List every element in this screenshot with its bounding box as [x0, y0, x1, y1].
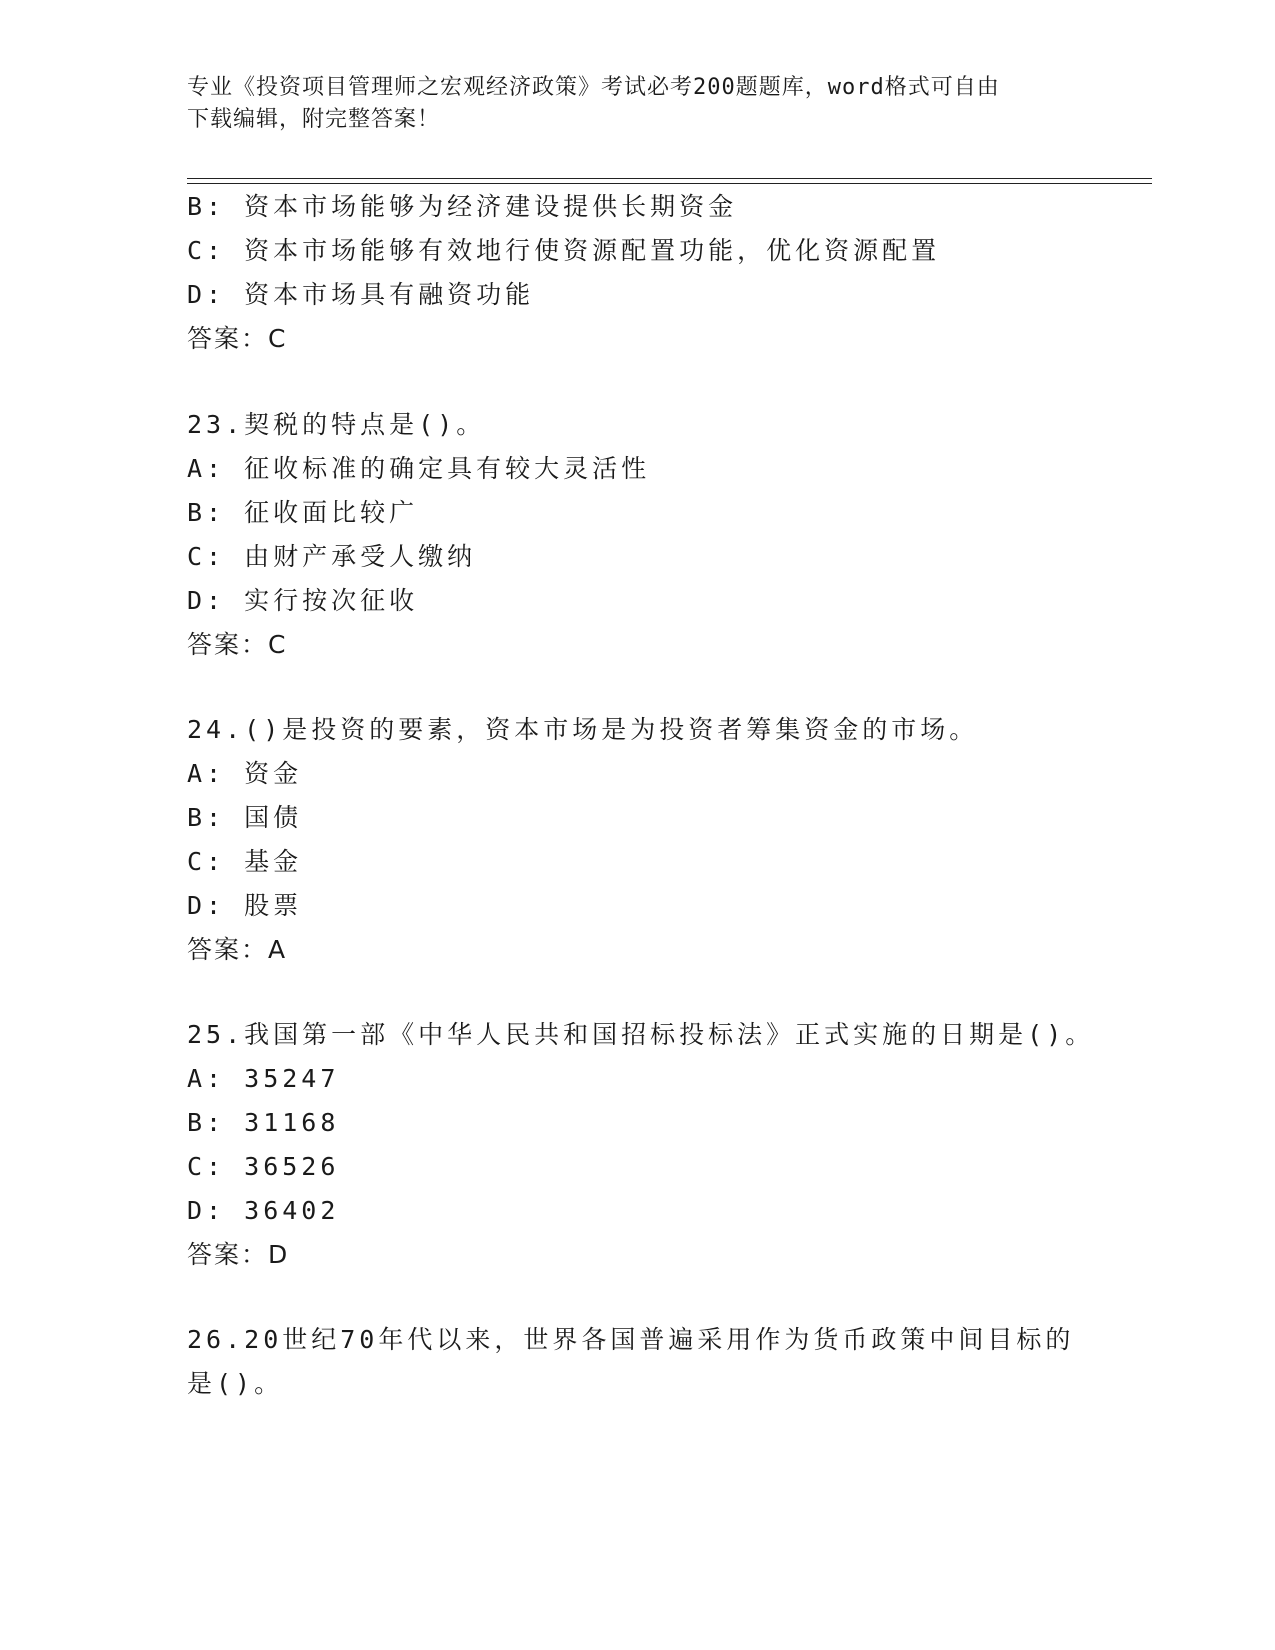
q25-option-b: B: 31168 — [187, 1108, 340, 1137]
q23-option-a: A: 征收标准的确定具有较大灵活性 — [187, 454, 651, 483]
q23-option-b: B: 征收面比较广 — [187, 498, 419, 527]
q22-option-c: C: 资本市场能够有效地行使资源配置功能，优化资源配置 — [187, 236, 941, 265]
q25-option-d: D: 36402 — [187, 1196, 340, 1225]
q23-option-d: D: 实行按次征收 — [187, 586, 419, 615]
header-divider-bottom — [187, 183, 1152, 184]
q22-answer: 答案：C — [187, 324, 288, 353]
q24-question: 24.()是投资的要素，资本市场是为投资者筹集资金的市场。 — [187, 715, 979, 744]
q24-option-d: D: 股票 — [187, 891, 303, 920]
q24-option-b: B: 国债 — [187, 803, 303, 832]
q25-option-a: A: 35247 — [187, 1064, 340, 1093]
q22-option-d: D: 资本市场具有融资功能 — [187, 280, 535, 309]
header-line-2: 下载编辑，附完整答案！ — [187, 107, 441, 132]
q25-question: 25.我国第一部《中华人民共和国招标投标法》正式实施的日期是()。 — [187, 1020, 1095, 1049]
q24-option-a: A: 资金 — [187, 759, 303, 788]
q22-option-b: B: 资本市场能够为经济建设提供长期资金 — [187, 192, 738, 221]
document-header — [187, 72, 1067, 136]
q23-answer: 答案：C — [187, 630, 288, 659]
header-line-1: 专业《投资项目管理师之宏观经济政策》考试必考200题题库，word格式可自由 — [187, 75, 1000, 100]
q24-answer: 答案：A — [187, 935, 288, 964]
q26-question-line-2: 是()。 — [187, 1369, 284, 1398]
q23-question: 23.契税的特点是()。 — [187, 410, 486, 439]
q24-option-c: C: 基金 — [187, 847, 303, 876]
q26-question-line-1: 26.20世纪70年代以来，世界各国普遍采用作为货币政策中间目标的 — [187, 1325, 1075, 1354]
header-divider-top — [187, 178, 1152, 179]
q23-option-c: C: 由财产承受人缴纳 — [187, 542, 477, 571]
q25-answer: 答案：D — [187, 1240, 290, 1269]
q25-option-c: C: 36526 — [187, 1152, 340, 1181]
